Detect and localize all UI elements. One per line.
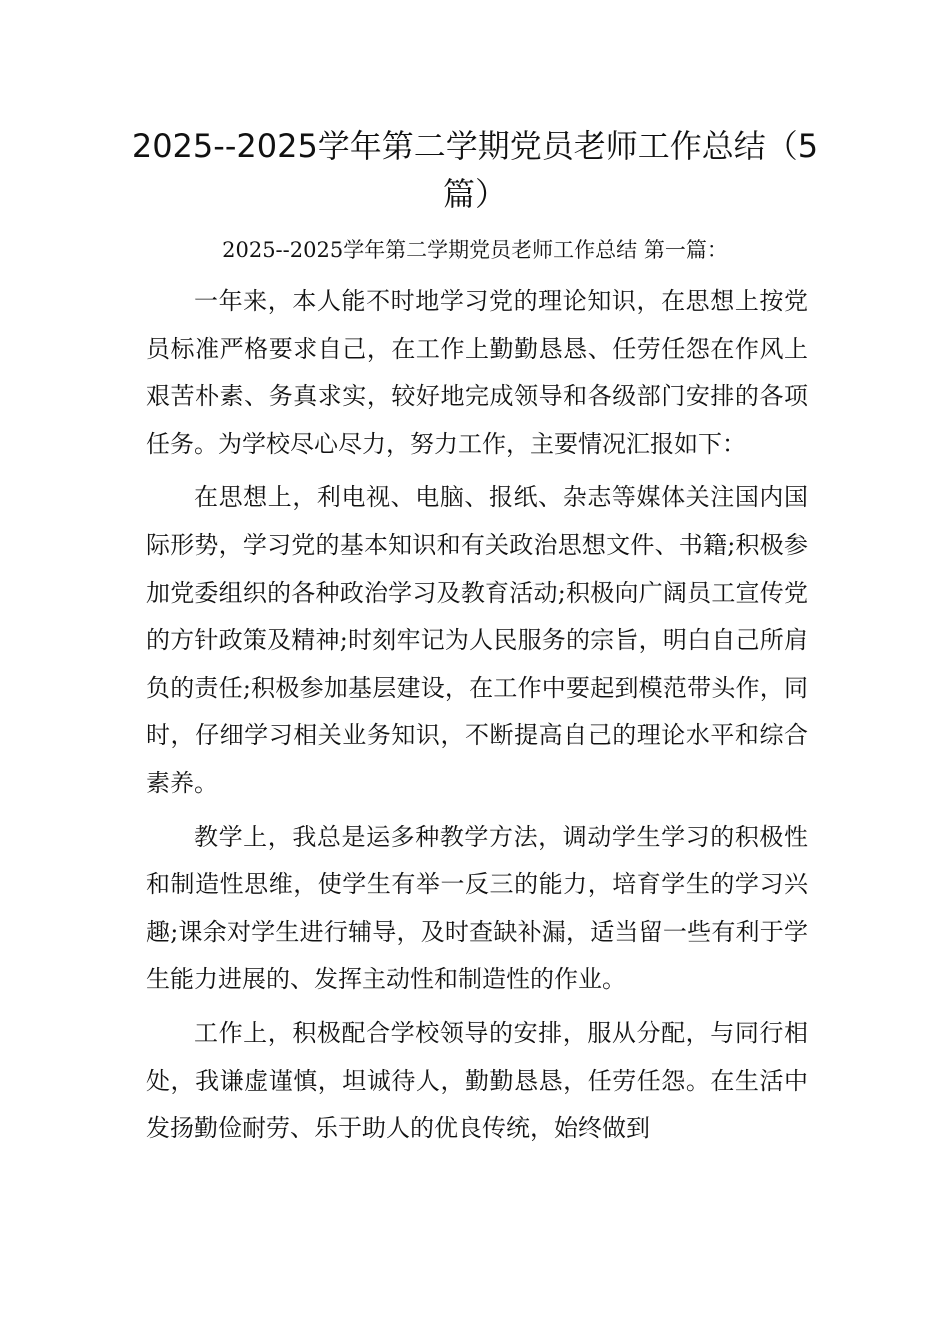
section-heading: 2025--2025学年第二学期党员老师工作总结 第一篇： — [222, 238, 728, 262]
document-body — [146, 278, 808, 1159]
paragraph: 工作上，积极配合学校领导的安排，服从分配，与同行相处，我谦虚谨慎，坦诚待人，勤勤恳恳，任劳任怨。在生活中发扬勤俭耐劳、乐于助人的优良传统，始终做到 — [146, 1018, 808, 1143]
paragraph: 教学上，我总是运多种教学方法，调动学生学习的积极性和制造性思维，使学生有举一反三的能力，培育学生的学习兴趣;课余对学生进行辅导，及时查缺补漏，适当留一些有利于学生能力进展的、发挥主动性和制造性的作业。 — [146, 822, 808, 994]
paragraph: 在思想上，利电视、电脑、报纸、杂志等媒体关注国内国际形势，学习党的基本知识和有关政治思想文件、书籍;积极参加党委组织的各种政治学习及教育活动;积极向广阔员工宣传党的方针政策及精神;时刻牢记为人民服务的宗旨，明白自己所肩负的责任;积极参加基层建设，在工作中要起到模范带头作，同时，仔细学习相关业务知识，不断提高自己的理论水平和综合素养。 — [146, 483, 808, 797]
document-title: 2025--2025学年第二学期党员老师工作总结（5篇） — [131, 127, 819, 213]
paragraph: 一年来，本人能不时地学习党的理论知识，在思想上按党员标准严格要求自己，在工作上勤勤恳恳、任劳任怨在作风上艰苦朴素、务真求实，较好地完成领导和各级部门安排的各项任务。为学校尽心尽力，努力工作，主要情况汇报如下： — [146, 287, 808, 458]
